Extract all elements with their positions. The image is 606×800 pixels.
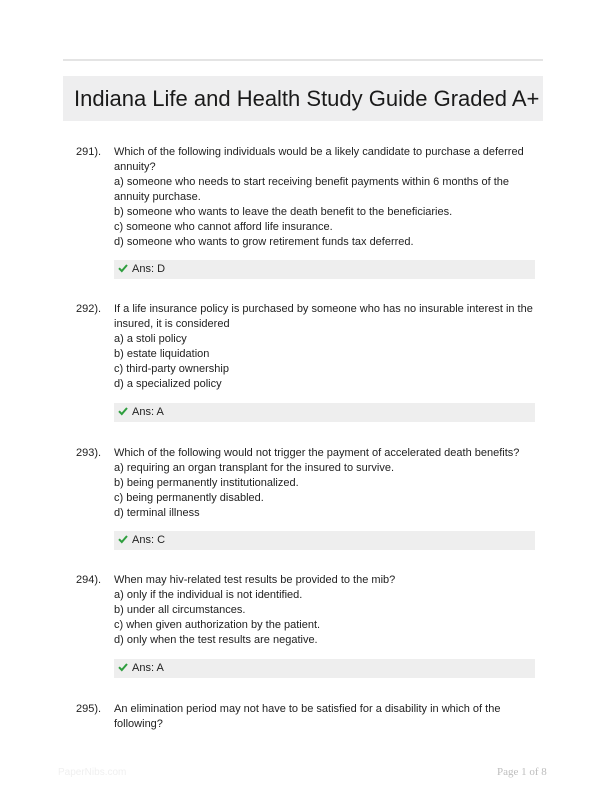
question-text — [114, 302, 533, 392]
question-line: Which of the following individuals would be a likely candidate to purchase a deferred — [114, 146, 524, 158]
question-number: 291). — [76, 146, 102, 158]
question-line: When may hiv-related test results be provided to the mib? — [114, 574, 396, 586]
question-line: If a life insurance policy is purchased by someone who has no insurable interest in the — [114, 303, 533, 315]
option-line: c) someone who cannot afford life insurance. — [114, 221, 333, 233]
option-line: a) someone who needs to start receiving benefit payments within 6 months of the — [114, 176, 509, 188]
question-number: 292). — [76, 303, 102, 315]
option-line: b) estate liquidation — [114, 348, 210, 360]
answer-text: Ans: D — [132, 263, 166, 275]
option-line: b) someone who wants to leave the death benefit to the beneficiaries. — [114, 206, 453, 218]
answer-text: Ans: C — [132, 534, 166, 546]
question-text — [114, 145, 530, 250]
option-line: b) being permanently institutionalized. — [114, 477, 299, 489]
question-number: 293). — [76, 447, 102, 459]
page-number: Page 1 of 8 — [497, 766, 547, 778]
answer-box — [114, 260, 535, 279]
option-line: a) only if the individual is not identified. — [114, 589, 303, 601]
option-line: a) requiring an organ transplant for the insured to survive. — [114, 462, 395, 474]
option-line: d) a specialized policy — [114, 378, 222, 390]
question-text — [114, 702, 530, 732]
question-line: Which of the following would not trigger the payment of accelerated death benefits? — [114, 447, 520, 459]
check-icon — [118, 534, 128, 544]
page-title: Indiana Life and Health Study Guide Graded A+ — [74, 86, 540, 111]
check-icon — [118, 662, 128, 672]
option-line: c) when given authorization by the patient. — [114, 619, 321, 631]
option-line: d) someone who wants to grow retirement funds tax deferred. — [114, 236, 414, 248]
answer-box — [114, 531, 535, 550]
option-line: d) terminal illness — [114, 507, 200, 519]
question-number: 295). — [76, 703, 102, 715]
question-line: insured, it is considered — [114, 318, 230, 330]
option-line: d) only when the test results are negative. — [114, 634, 318, 646]
option-line: c) third-party ownership — [114, 363, 229, 375]
question-line: annuity? — [114, 161, 156, 173]
answer-box — [114, 403, 535, 422]
question-number: 294). — [76, 574, 102, 586]
question-line: following? — [114, 718, 163, 730]
title-banner — [63, 76, 543, 121]
answer-text: Ans: A — [132, 662, 164, 674]
question-line: An elimination period may not have to be satisfied for a disability in which of the — [114, 703, 501, 715]
answer-text: Ans: A — [132, 406, 164, 418]
option-line: a) a stoli policy — [114, 333, 187, 345]
check-icon — [118, 263, 128, 273]
option-line: annuity purchase. — [114, 191, 201, 203]
check-icon — [118, 406, 128, 416]
answer-box — [114, 659, 535, 678]
top-divider — [63, 59, 543, 61]
option-line: c) being permanently disabled. — [114, 492, 264, 504]
option-line: b) under all circumstances. — [114, 604, 246, 616]
question-text — [114, 446, 530, 521]
question-text — [114, 573, 530, 648]
footer-watermark: PaperNibs.com — [58, 767, 127, 778]
